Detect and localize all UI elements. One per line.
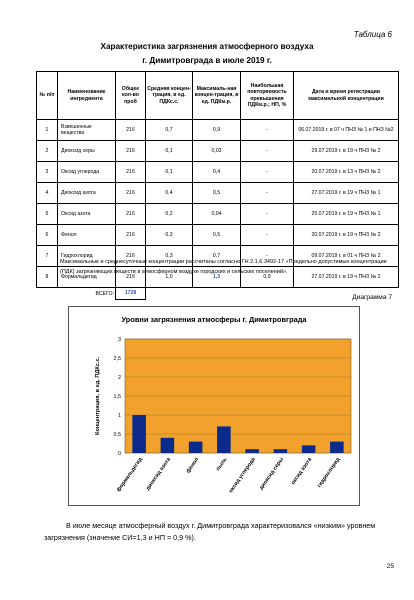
table-header-row — [37, 72, 399, 120]
cell-freq: 0,9 — [241, 267, 294, 288]
cell-freq: - — [241, 225, 294, 246]
table-row — [37, 204, 399, 225]
table-row — [37, 225, 399, 246]
cell-num: 8 — [37, 267, 58, 288]
bar-chart — [69, 307, 359, 505]
diagram-number: Диаграмма 7 — [352, 294, 392, 301]
table-total-row — [37, 288, 399, 300]
bar-1 — [161, 438, 175, 453]
x-tick-label: пыль — [215, 456, 229, 473]
cell-max: 0,04 — [193, 204, 241, 225]
cell-num: 4 — [37, 183, 58, 204]
cell-max: 0,9 — [193, 120, 241, 141]
cell-num: 2 — [37, 141, 58, 162]
header-avg: Средняя концен-трация, в ед. ПДКс.с. — [146, 72, 193, 120]
chart-title: Уровни загрязнения атмосферы г. Димитровграда — [121, 315, 307, 324]
cell-date: 29.07.2019 г. в 19 ч ПНЗ № 2 — [294, 141, 399, 162]
cell-avg: 0,1 — [146, 162, 193, 183]
y-tick-label: 1,5 — [113, 394, 121, 400]
cell-count: 216 — [116, 267, 146, 288]
cell-date: 20.07.2019 г. в 19 ч ПНЗ № 2 — [294, 225, 399, 246]
cell-max: 1,3 — [193, 267, 241, 288]
total-label: ВСЕГО: — [95, 290, 114, 297]
table-row — [37, 141, 399, 162]
cell-date: 27.07.2019 г. в 19 ч ПНЗ № 1 — [294, 183, 399, 204]
table-row — [37, 120, 399, 141]
cell-freq: - — [241, 246, 294, 267]
cell-date: 25.07.2019 г. в 19 ч ПНЗ № 1 — [294, 204, 399, 225]
cell-date: 20.07.2019 г. в 13 ч ПНЗ № 2 — [294, 162, 399, 183]
cell-max: 0,7 — [193, 246, 241, 267]
total-value: 1728 — [116, 288, 146, 300]
cell-date: 27.07.2019 г. в 19 ч ПНЗ № 2 — [294, 267, 399, 288]
y-tick-label: 0 — [118, 451, 121, 457]
y-tick-label: 2 — [118, 375, 121, 381]
cell-num: 1 — [37, 120, 58, 141]
bar-6 — [302, 445, 316, 453]
cell-max: 0,4 — [193, 162, 241, 183]
y-tick-label: 2,5 — [113, 356, 121, 362]
cell-freq: - — [241, 183, 294, 204]
header-num: № п/п — [37, 72, 58, 120]
header-max: Максималь-ная концен-трация, в ед. ПДКм.р. — [193, 72, 241, 120]
cell-freq: - — [241, 162, 294, 183]
table-row — [37, 162, 399, 183]
cell-count: 216 — [116, 204, 146, 225]
bar-5 — [274, 449, 288, 453]
cell-count: 216 — [116, 162, 146, 183]
table-note: Максимальные и среднесуточные концентрации рассчитаны согласно ГН 2.1.6.3492-17 «Предельно допустимые концентрации (ПДК) загрязняющих веществ в атмосферном воздухе городских и сельских поселений». — [60, 259, 387, 275]
cell-name: Взвешенные вещества — [58, 120, 116, 141]
table-title-line1: Характеристика загрязнения атмосферного воздуха — [100, 42, 314, 51]
cell-count: 216 — [116, 225, 146, 246]
conclusion-paragraph: В июле месяце атмосферный воздух г. Димитровграда характеризовался «низким» уровнем загрязнения (значение СИ=1,3 и НП = 0,9 %). — [44, 521, 376, 542]
cell-max: 0,5 — [193, 183, 241, 204]
cell-num: 7 — [37, 246, 58, 267]
cell-avg: 0,4 — [146, 183, 193, 204]
header-date: Дата и время регистрации максимальной концентрации — [294, 72, 399, 120]
x-tick-label: фенол — [185, 456, 201, 475]
cell-count: 216 — [116, 141, 146, 162]
x-tick-label: гидрохлорид — [316, 456, 342, 489]
y-axis-label: Концентрация, в ед. ПДКс.с. — [95, 356, 101, 436]
cell-avg: 0,1 — [146, 141, 193, 162]
cell-name: Гидрохлорид — [58, 246, 116, 267]
cell-avg: 1,0 — [146, 267, 193, 288]
cell-num: 5 — [37, 204, 58, 225]
chart-frame — [68, 306, 360, 506]
x-tick-label: диоксид азота — [145, 456, 173, 492]
cell-date: 09.07.2019 г. в 01 ч ПНЗ № 2 — [294, 246, 399, 267]
bar-0 — [132, 415, 146, 453]
table-number: Таблица 6 — [353, 30, 392, 39]
x-tick-label: диоксид серы — [258, 456, 286, 492]
header-name: Наименование ингредиента — [58, 72, 116, 120]
cell-date: 06.07.2019 г. в 07 ч ПНЗ № 1 и ПНЗ №2 — [294, 120, 399, 141]
x-tick-label: оксид углерода — [228, 456, 257, 495]
bar-2 — [189, 442, 203, 453]
cell-avg: 0,7 — [146, 120, 193, 141]
cell-name: Диоксид азота — [58, 183, 116, 204]
y-tick-label: 0,5 — [113, 432, 121, 438]
cell-max: 0,5 — [193, 225, 241, 246]
cell-name: Диоксид серы — [58, 141, 116, 162]
x-tick-label: оксид азота — [290, 456, 314, 487]
cell-name: Фенол — [58, 225, 116, 246]
table-title-line2: г. Димитровграда в июле 2019 г. — [142, 56, 272, 65]
cell-count: 216 — [116, 183, 146, 204]
header-freq: Наибольшая повторяемость превышения ПДКм.р.; НП, % — [241, 72, 294, 120]
y-tick-label: 3 — [118, 337, 121, 343]
cell-avg: 0,3 — [146, 246, 193, 267]
cell-num: 6 — [37, 225, 58, 246]
x-tick-label: формальдегид — [115, 456, 144, 494]
cell-count: 216 — [116, 246, 146, 267]
table-row — [37, 183, 399, 204]
cell-freq: - — [241, 141, 294, 162]
cell-freq: - — [241, 120, 294, 141]
bar-3 — [217, 426, 231, 453]
cell-avg: 0,3 — [146, 225, 193, 246]
cell-name: Оксид азота — [58, 204, 116, 225]
cell-name: Оксид углерода — [58, 162, 116, 183]
cell-max: 0,03 — [193, 141, 241, 162]
cell-avg: 0,2 — [146, 204, 193, 225]
cell-name: Формальдегид — [58, 267, 116, 288]
cell-num: 3 — [37, 162, 58, 183]
y-tick-label: 1 — [118, 413, 121, 419]
bar-4 — [245, 449, 259, 453]
cell-freq: - — [241, 204, 294, 225]
header-count: Общее кол-во проб — [116, 72, 146, 120]
page-number: 25 — [386, 563, 394, 570]
cell-count: 216 — [116, 120, 146, 141]
bar-7 — [330, 442, 344, 453]
